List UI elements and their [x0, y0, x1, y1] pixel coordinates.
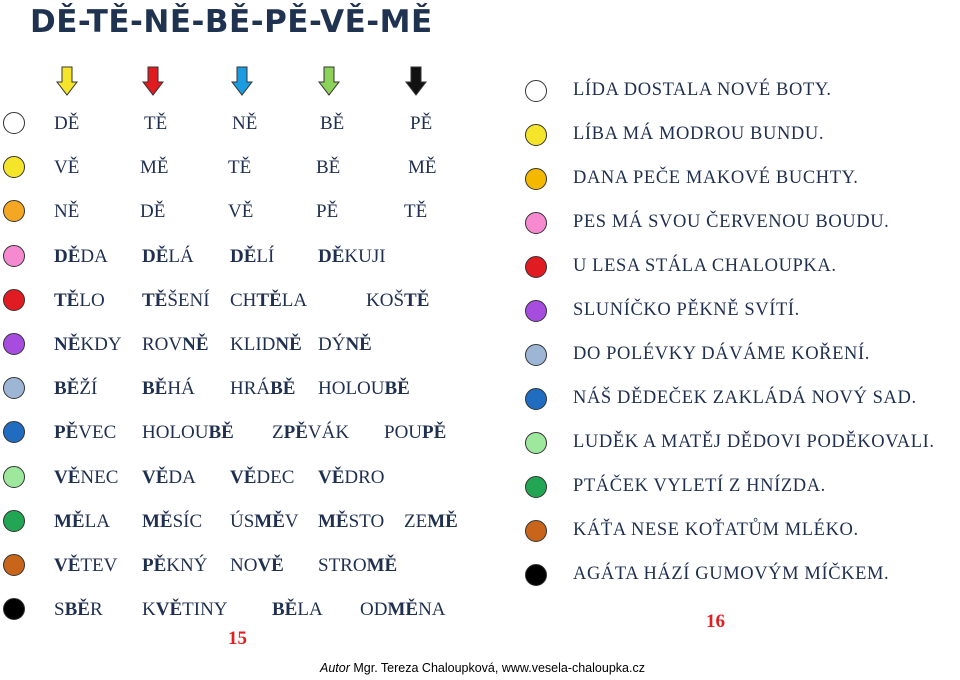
- color-circle: [3, 466, 25, 488]
- syllable-word: [54, 378, 97, 400]
- syllable-word: [142, 599, 228, 621]
- word-part: PĚ: [410, 113, 433, 134]
- word-part: NA: [418, 599, 446, 621]
- sentence: U LESA STÁLA CHALOUPKA.: [573, 256, 837, 276]
- highlighted-syllable: BĚ: [208, 422, 234, 444]
- author-text: Mgr. Tereza Chaloupková, www.vesela-chaloupka.cz: [349, 661, 645, 675]
- word-part: POU: [384, 422, 423, 444]
- syllable-word: [404, 511, 458, 533]
- sentence: LÍDA DOSTALA NOVÉ BOTY.: [573, 80, 832, 100]
- highlighted-syllable: PĚ: [422, 422, 447, 444]
- word-part: DA: [168, 466, 196, 488]
- highlighted-syllable: DĚ: [230, 245, 257, 267]
- color-circle: [3, 245, 25, 267]
- sentence: SLUNÍČKO PĚKNĚ SVÍTÍ.: [573, 300, 800, 320]
- syllable-word: [230, 511, 299, 533]
- word-part: ROV: [142, 334, 183, 355]
- syllable-word: [142, 334, 209, 356]
- highlighted-syllable: VĚ: [318, 466, 345, 488]
- syllable-word: [54, 290, 105, 312]
- highlighted-syllable: TĚ: [142, 289, 168, 311]
- syllable-word: [316, 157, 340, 179]
- word-part: NO: [230, 555, 258, 576]
- word-part: ZE: [404, 510, 428, 532]
- color-circle: [3, 156, 25, 178]
- syllable-word: [54, 113, 79, 135]
- color-circle: [525, 80, 547, 102]
- word-part: VĚ: [228, 201, 254, 223]
- word-part: LA: [281, 289, 308, 311]
- page-number-left: 15: [228, 628, 247, 649]
- word-part: DEC: [256, 466, 295, 488]
- word-part: VEC: [78, 422, 117, 444]
- word-part: KLID: [230, 334, 276, 355]
- color-circle: [3, 598, 25, 620]
- author-label: Autor: [320, 661, 350, 675]
- word-part: NEC: [80, 466, 119, 488]
- syllable-word: [142, 555, 207, 577]
- highlighted-syllable: MĚ: [318, 510, 349, 532]
- syllable-word: [366, 290, 429, 312]
- syllable-word: [54, 599, 103, 621]
- highlighted-syllable: MĚ: [254, 510, 285, 532]
- word-part: V: [284, 510, 299, 532]
- syllable-word: [54, 422, 116, 444]
- syllable-word: [230, 378, 295, 400]
- word-part: HRÁ: [230, 378, 271, 400]
- syllable-word: [230, 555, 284, 577]
- word-part: MĚ: [408, 157, 437, 179]
- color-circle: [525, 212, 547, 234]
- syllable-word: [408, 157, 437, 179]
- word-part: HÁ: [167, 378, 195, 400]
- syllable-word: [320, 113, 344, 135]
- word-part: LA: [84, 510, 110, 532]
- highlighted-syllable: NĚ: [54, 334, 81, 355]
- sentence: PES MÁ SVOU ČERVENOU BOUDU.: [573, 212, 890, 232]
- syllable-word: [54, 201, 79, 223]
- color-circle: [525, 168, 547, 190]
- highlighted-syllable: MĚ: [366, 555, 398, 576]
- highlighted-syllable: TĚ: [404, 289, 430, 311]
- syllable-word: [404, 201, 427, 223]
- word-part: DRO: [344, 466, 385, 488]
- highlighted-syllable: DĚ: [318, 245, 345, 267]
- down-arrow-icon: [405, 66, 427, 96]
- syllable-word: [144, 113, 167, 135]
- syllable-word: [54, 467, 118, 489]
- syllable-word: [360, 599, 446, 621]
- word-part: K: [142, 599, 156, 621]
- color-circle: [525, 300, 547, 322]
- highlighted-syllable: VĚ: [257, 555, 284, 576]
- word-part: R: [89, 599, 103, 621]
- syllable-word: [142, 467, 196, 489]
- syllable-word: [272, 599, 323, 621]
- down-arrow-icon: [231, 66, 253, 96]
- color-circle: [3, 421, 25, 443]
- syllable-word: [140, 201, 165, 223]
- word-part: DĚ: [54, 113, 80, 134]
- word-part: MĚ: [140, 157, 169, 179]
- syllable-word: [318, 467, 385, 489]
- word-part: S: [54, 599, 65, 621]
- word-part: STO: [348, 510, 385, 532]
- highlighted-syllable: PĚ: [54, 422, 79, 444]
- syllable-word: [316, 201, 338, 223]
- word-part: ÚS: [230, 510, 255, 532]
- syllable-word: [230, 467, 294, 489]
- highlighted-syllable: VĚ: [230, 466, 257, 488]
- word-part: NĚ: [232, 113, 258, 134]
- sentence: PTÁČEK VYLETÍ Z HNÍZDA.: [573, 476, 826, 496]
- highlighted-syllable: BĚ: [142, 378, 168, 400]
- word-part: STRO: [318, 555, 367, 576]
- syllable-word: [272, 422, 349, 444]
- highlighted-syllable: BĚ: [54, 378, 80, 400]
- word-part: DÝ: [318, 334, 346, 355]
- color-circle: [3, 112, 25, 134]
- syllable-word: [140, 157, 169, 179]
- word-part: KUJI: [344, 245, 386, 267]
- syllable-word: [384, 422, 446, 444]
- syllable-word: [54, 555, 117, 577]
- highlighted-syllable: BĚ: [384, 378, 410, 400]
- highlighted-syllable: MĚ: [142, 510, 173, 532]
- word-part: BĚ: [320, 113, 345, 134]
- highlighted-syllable: MĚ: [54, 510, 85, 532]
- word-part: LO: [79, 289, 105, 311]
- syllable-word: [318, 378, 410, 400]
- word-part: LÍ: [256, 245, 275, 267]
- syllable-word: [230, 246, 274, 268]
- syllable-word: [318, 511, 384, 533]
- highlighted-syllable: VĚ: [155, 599, 183, 621]
- word-part: HOLOU: [142, 422, 209, 444]
- syllable-word: [318, 334, 372, 356]
- syllable-word: [54, 334, 122, 356]
- syllable-word: [54, 511, 110, 533]
- color-circle: [3, 333, 25, 355]
- sentence: KÁŤA NESE KOŤATŮM MLÉKO.: [573, 520, 859, 540]
- word-part: TĚ: [228, 157, 252, 179]
- word-part: PĚ: [316, 201, 339, 223]
- down-arrow-icon: [56, 66, 78, 96]
- highlighted-syllable: PĚ: [142, 555, 167, 576]
- highlighted-syllable: TĚ: [54, 289, 80, 311]
- sentence: DANA PEČE MAKOVÉ BUCHTY.: [573, 168, 859, 188]
- word-part: LA: [297, 599, 323, 621]
- sentence: DO POLÉVKY DÁVÁME KOŘENÍ.: [573, 344, 870, 364]
- highlighted-syllable: NĚ: [182, 334, 209, 355]
- word-part: Z: [272, 422, 284, 444]
- sentence: AGÁTA HÁZÍ GUMOVÝM MÍČKEM.: [573, 564, 890, 584]
- word-part: DĚ: [140, 201, 166, 223]
- highlighted-syllable: MĚ: [387, 599, 419, 621]
- word-part: DA: [80, 245, 108, 267]
- down-arrow-icon: [142, 66, 164, 96]
- syllable-word: [230, 290, 307, 312]
- color-circle: [525, 520, 547, 542]
- syllable-word: [142, 246, 194, 268]
- syllable-word: [410, 113, 432, 135]
- syllable-word: [142, 378, 195, 400]
- color-circle: [525, 564, 547, 586]
- highlighted-syllable: BĚ: [272, 599, 298, 621]
- word-part: LÁ: [168, 245, 194, 267]
- word-part: VĚ: [54, 157, 80, 179]
- highlighted-syllable: BĚ: [270, 378, 296, 400]
- word-part: NĚ: [54, 201, 80, 223]
- highlighted-syllable: DĚ: [54, 245, 81, 267]
- word-part: CH: [230, 289, 257, 311]
- word-part: KOŠ: [366, 289, 405, 311]
- word-part: KDY: [80, 334, 122, 355]
- word-part: SÍC: [172, 510, 203, 532]
- color-circle: [3, 200, 25, 222]
- color-circle: [525, 476, 547, 498]
- word-part: TĚ: [144, 113, 168, 134]
- highlighted-syllable: MĚ: [427, 510, 458, 532]
- color-circle: [525, 124, 547, 146]
- highlighted-syllable: PĚ: [283, 422, 308, 444]
- word-part: TĚ: [404, 201, 428, 223]
- word-part: OD: [360, 599, 388, 621]
- sentence: LUDĚK A MATĚJ DĚDOVI PODĚKOVALI.: [573, 432, 935, 452]
- color-circle: [525, 388, 547, 410]
- color-circle: [525, 256, 547, 278]
- syllable-word: [142, 511, 202, 533]
- syllable-word: [232, 113, 257, 135]
- syllable-word: [228, 157, 251, 179]
- color-circle: [3, 510, 25, 532]
- color-circle: [3, 377, 25, 399]
- word-part: VÁK: [307, 422, 350, 444]
- word-part: TINY: [182, 599, 228, 621]
- sentence: LÍBA MÁ MODROU BUNDU.: [573, 124, 825, 144]
- highlighted-syllable: NĚ: [345, 334, 372, 355]
- word-part: ŠENÍ: [167, 289, 210, 311]
- highlighted-syllable: VĚ: [142, 466, 169, 488]
- color-circle: [525, 344, 547, 366]
- syllable-word: [54, 246, 108, 268]
- syllable-word: [318, 246, 386, 268]
- sentence: NÁŠ DĚDEČEK ZAKLÁDÁ NOVÝ SAD.: [573, 388, 917, 408]
- highlighted-syllable: BĚ: [64, 599, 90, 621]
- highlighted-syllable: NĚ: [275, 334, 302, 355]
- color-circle: [3, 554, 25, 576]
- highlighted-syllable: TĚ: [256, 289, 282, 311]
- author-footer: [320, 661, 645, 675]
- word-part: HOLOU: [318, 378, 385, 400]
- word-part: BĚ: [316, 157, 341, 179]
- color-circle: [525, 432, 547, 454]
- syllable-word: [54, 157, 79, 179]
- syllable-word: [230, 334, 302, 356]
- syllable-word: [142, 290, 210, 312]
- syllable-word: [142, 422, 234, 444]
- highlighted-syllable: VĚ: [54, 555, 81, 576]
- word-part: TEV: [80, 555, 118, 576]
- highlighted-syllable: VĚ: [54, 466, 81, 488]
- syllable-word: [318, 555, 397, 577]
- word-part: ŽÍ: [79, 378, 98, 400]
- down-arrow-icon: [318, 66, 340, 96]
- highlighted-syllable: DĚ: [142, 245, 169, 267]
- page-title: DĚ-TĚ-NĚ-BĚ-PĚ-VĚ-MĚ: [30, 4, 433, 40]
- word-part: KNÝ: [166, 555, 208, 576]
- syllable-word: [228, 201, 253, 223]
- page-number-right: 16: [706, 611, 725, 632]
- color-circle: [3, 289, 25, 311]
